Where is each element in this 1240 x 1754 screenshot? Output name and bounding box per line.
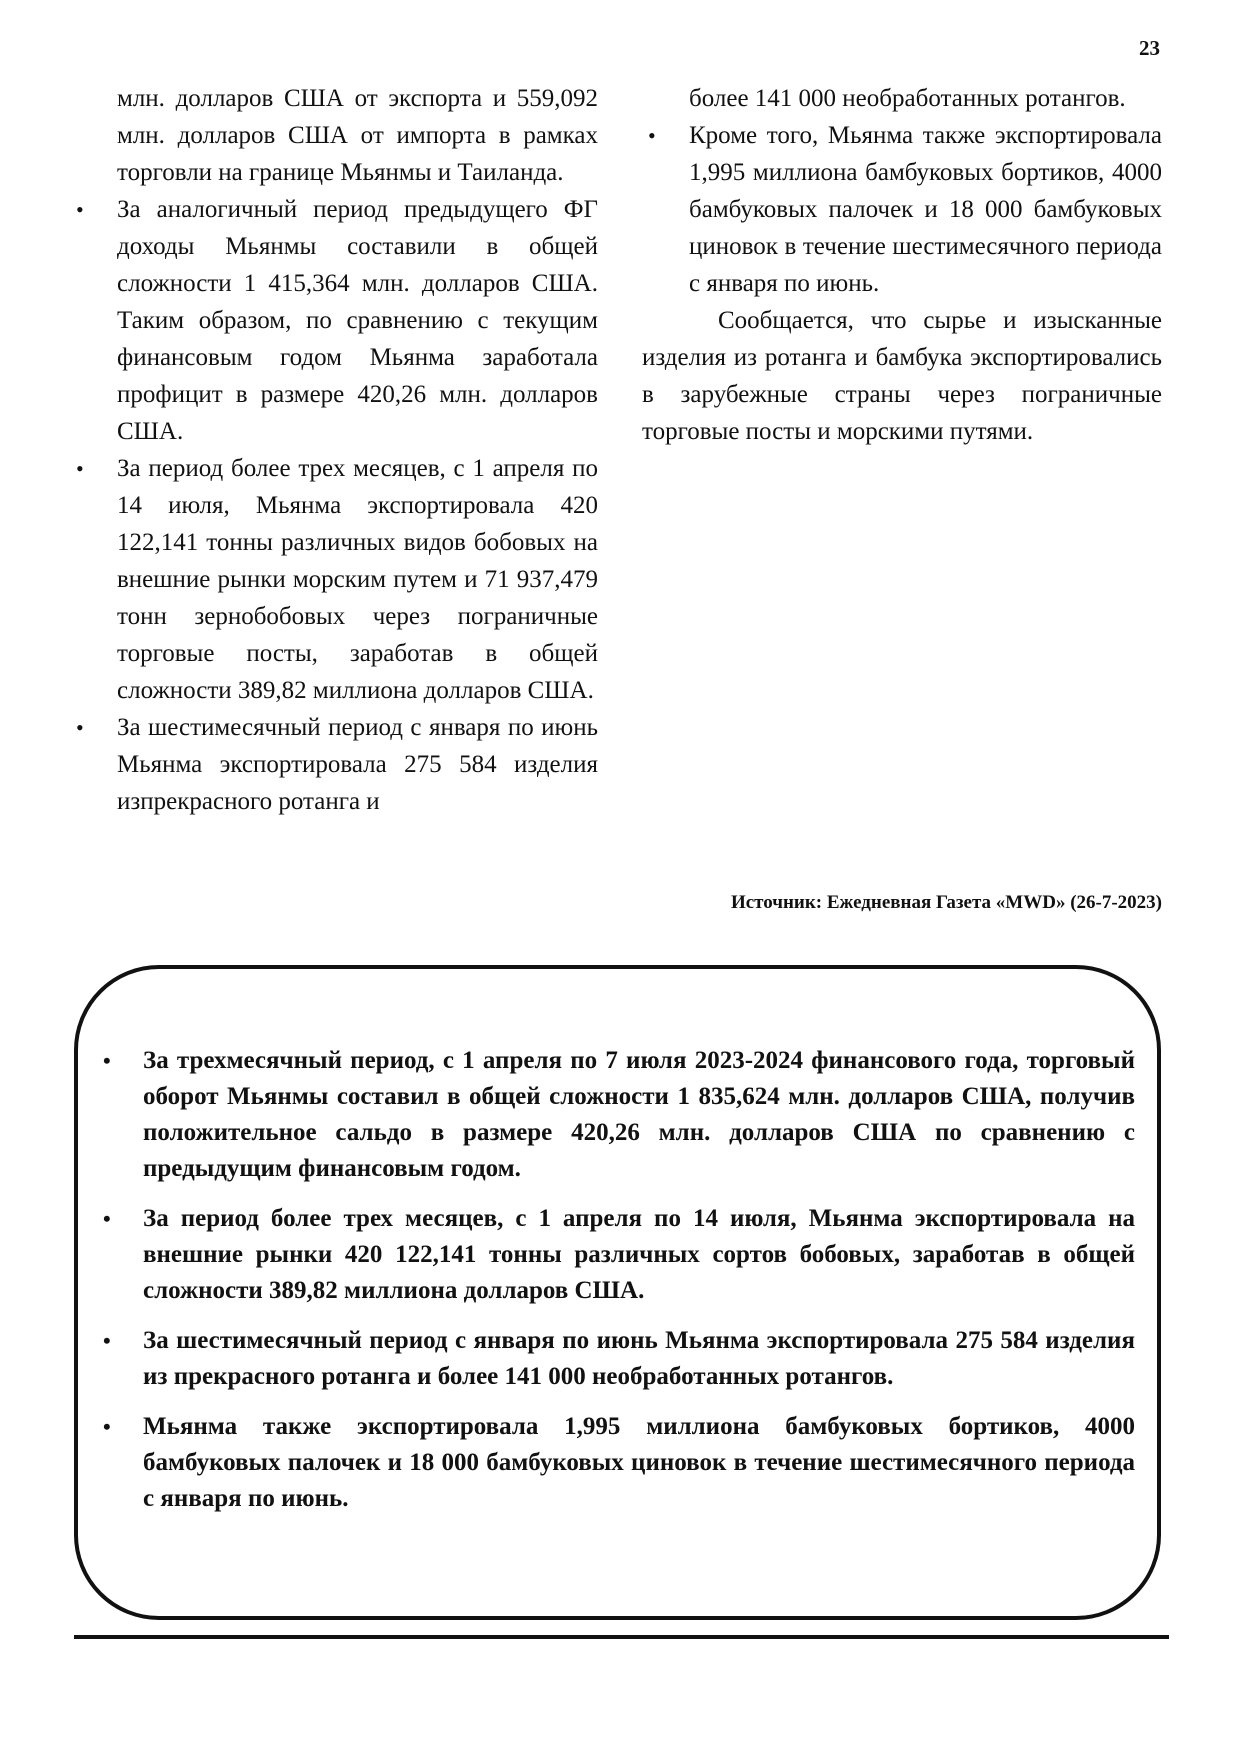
list-item [70, 709, 598, 820]
bullet-icon: • [76, 197, 84, 222]
left-continuation-text: млн. долларов США от экспорта и 559,092 млн. долларов США от импорта в рамках торговли на границе Мьянмы и Таиланда. [117, 85, 598, 186]
summary-item [95, 1409, 1135, 1517]
summary-item [95, 1323, 1135, 1395]
list-item-text: Кроме того, Мьянма также экспортировала 1,995 миллиона бамбуковых бортиков, 4000 бамбуковых палочек и 18 000 бамбуковых циновок в течение шестимесячного периода с января по июнь. [689, 122, 1162, 297]
bullet-icon: • [76, 456, 84, 481]
list-item-text: За аналогичный период предыдущего ФГ доходы Мьянмы составили в общей сложности 1 415,364 млн. долларов США. Таким образом, по сравнению с текущим финансовым годом Мьянма заработала профицит в размере 420,26 млн. долларов США. [117, 196, 598, 445]
list-item-text: За период более трех месяцев, с 1 апреля по 14 июля, Мьянма экспортировала 420 122,141 тонны различных видов бобовых на внешние рынки морским путем и 71 937,479 тонн зернобобовых через пограничные торговые посты, заработав в общей сложности 389,82 миллиона долларов США. [117, 455, 598, 704]
right-paragraph: Сообщается, что сырье и изысканные изделия из ротанга и бамбука экспортировались в зарубежные страны через пограничные торговые посты и морскими путями. [642, 307, 1162, 445]
bullet-icon: • [648, 123, 656, 148]
bullet-icon: • [103, 1328, 111, 1353]
source-citation: Источник: Ежедневная Газета «MWD» (26-7-2023) [730, 892, 1162, 913]
bullet-icon: • [76, 715, 84, 740]
summary-item [95, 1201, 1135, 1309]
summary-item-text: Мьянма также экспортировала 1,995 миллиона бамбуковых бортиков, 4000 бамбуковых палочек и 18 000 бамбуковых циновок в течение шестимесячного периода с января по июнь. [143, 1413, 1135, 1512]
right-bullet-list [642, 117, 1162, 302]
right-continuation-text: более 141 000 необработанных ротангов. [689, 85, 1126, 112]
list-item-text: За шестимесячный период с января по июнь Мьянма экспортировала 275 584 изделия изпрекрасного ротанга и [117, 714, 598, 815]
left-column [70, 80, 598, 820]
page-number: 23 [1139, 36, 1160, 60]
summary-item-text: За трехмесячный период, с 1 апреля по 7 июля 2023-2024 финансового года, торговый оборот Мьянмы составил в общей сложности 1 835,624 млн. долларов США, получив положительное сальдо в размере 420,26 млн. долларов США по сравнению с предыдущим финансовым годом. [143, 1047, 1135, 1182]
summary-item-text: За период более трех месяцев, с 1 апреля по 14 июля, Мьянма экспортировала на внешние рынки 420 122,141 тонны различных сортов бобовых, заработав в общей сложности 389,82 миллиона долларов США. [143, 1205, 1135, 1304]
left-bullet-list [70, 191, 598, 820]
summary-list [95, 1043, 1135, 1531]
right-column [642, 80, 1162, 450]
list-item [70, 191, 598, 450]
bottom-divider [74, 1635, 1169, 1639]
bullet-icon: • [103, 1414, 111, 1439]
list-item [642, 117, 1162, 302]
summary-item-text: За шестимесячный период с января по июнь Мьянма экспортировала 275 584 изделия из прекрасного ротанга и более 141 000 необработанных ротангов. [143, 1327, 1135, 1390]
summary-item [95, 1043, 1135, 1187]
list-item [70, 450, 598, 709]
bullet-icon: • [103, 1206, 111, 1231]
bullet-icon: • [103, 1048, 111, 1073]
